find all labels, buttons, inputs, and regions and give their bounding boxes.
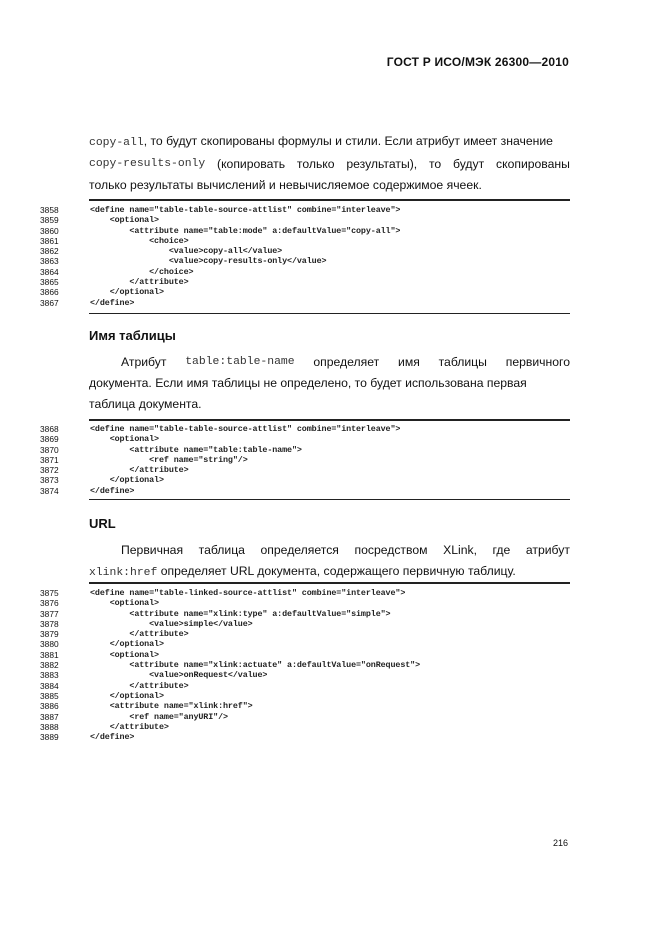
- code-text: <optional>: [90, 598, 159, 609]
- line-number: 3885: [40, 690, 59, 701]
- line-number: 3859: [40, 215, 59, 226]
- code-line: [40, 465, 570, 475]
- code-text: </optional>: [90, 287, 164, 298]
- line-number: 3873: [40, 475, 59, 486]
- line-number: 3869: [40, 434, 59, 445]
- code-block-1: [40, 205, 570, 308]
- section1-line-3: таблица документа.: [89, 397, 202, 411]
- line-number: 3870: [40, 444, 59, 455]
- code-text: <define name="table-table-source-attlist" combine="interleave">: [90, 424, 401, 434]
- word: определяет: [313, 355, 380, 369]
- code-line: [40, 287, 570, 297]
- code-line: [40, 691, 570, 701]
- word: таблицы: [438, 355, 487, 369]
- line-number: 3872: [40, 465, 59, 476]
- code-line: [40, 298, 570, 308]
- line-number: 3882: [40, 660, 59, 671]
- code-line: [40, 701, 570, 711]
- code-line: [40, 722, 570, 732]
- word: где: [492, 543, 511, 557]
- page-header: ГОСТ Р ИСО/МЭК 26300—2010: [386, 55, 569, 69]
- code-text: </optional>: [90, 690, 164, 701]
- word: таблица: [198, 543, 245, 557]
- code-line: [40, 267, 570, 277]
- intro-line-2: [89, 154, 570, 175]
- line-number: 3877: [40, 608, 59, 619]
- word: первичного: [505, 355, 570, 369]
- code-xlink-href: xlink:href: [89, 567, 158, 579]
- code-text: <attribute name="xlink:type" a:defaultValue="simple">: [90, 608, 391, 619]
- code-line: [40, 639, 570, 649]
- code-text: </attribute>: [90, 465, 189, 476]
- word: (копировать: [217, 157, 286, 171]
- code-block-2-bottom-rule: [89, 499, 570, 500]
- section1-line-1: [89, 352, 570, 373]
- code-line: [40, 588, 570, 598]
- code-line: [40, 732, 570, 742]
- line-number: 3879: [40, 629, 59, 640]
- code-line: [40, 629, 570, 639]
- code-line: [40, 660, 570, 670]
- word: скопированы: [496, 157, 570, 171]
- code-text: <value>copy-results-only</value>: [90, 256, 327, 267]
- line-number: 3887: [40, 711, 59, 722]
- line-number: 3860: [40, 225, 59, 236]
- code-text: <value>simple</value>: [90, 618, 253, 629]
- word: только: [296, 157, 335, 171]
- code-line: [40, 205, 570, 215]
- code-text: </attribute>: [90, 721, 169, 732]
- line-number: 3880: [40, 639, 59, 650]
- code-text: <attribute name="table:table-name">: [90, 444, 302, 455]
- code-line: [40, 236, 570, 246]
- word: результаты),: [346, 157, 418, 171]
- intro-line-1-text: , то будут скопированы формулы и стили. Если атрибут имеет значение: [143, 134, 553, 148]
- line-number: 3863: [40, 256, 59, 267]
- code-text: </optional>: [90, 475, 164, 486]
- code-text: <attribute name="xlink:href">: [90, 701, 253, 712]
- code-line: [40, 424, 570, 434]
- code-line: [40, 455, 570, 465]
- section2-line-2: [89, 561, 570, 584]
- line-number: 3883: [40, 670, 59, 681]
- code-block-2: [40, 424, 570, 496]
- word: Первичная: [121, 543, 184, 557]
- code-line: [40, 712, 570, 722]
- line-number: 3878: [40, 618, 59, 629]
- code-line: [40, 475, 570, 485]
- code-line: [40, 681, 570, 691]
- code-text: <ref name="anyURI"/>: [90, 711, 228, 722]
- code-text: </optional>: [90, 639, 164, 650]
- line-number: 3858: [40, 205, 59, 215]
- section-heading-url: URL: [89, 516, 116, 531]
- section2-paragraph: [89, 540, 570, 584]
- line-number: 3874: [40, 485, 59, 496]
- word: определяется: [260, 543, 339, 557]
- code-line: [40, 609, 570, 619]
- line-number: 3867: [40, 297, 59, 308]
- code-line: [40, 256, 570, 266]
- code-text: <attribute name="xlink:actuate" a:defaultValue="onRequest">: [90, 660, 421, 671]
- code-line: [40, 670, 570, 680]
- code-text: <define name="table-linked-source-attlist" combine="interleave">: [90, 588, 406, 598]
- line-number: 3861: [40, 235, 59, 246]
- section1-paragraph: [89, 352, 570, 415]
- intro-line-3: только результаты вычислений и невычисляемое содержимое ячеек.: [89, 178, 482, 192]
- line-number: 3868: [40, 424, 59, 434]
- code-text: </choice>: [90, 266, 194, 277]
- code-text: <ref name="string"/>: [90, 454, 248, 465]
- line-number: 3876: [40, 598, 59, 609]
- code-block-3-top-rule: [89, 582, 570, 584]
- word: то: [428, 157, 442, 171]
- code-text: <attribute name="table:mode" a:defaultValue="copy-all">: [90, 225, 401, 236]
- line-number: 3886: [40, 701, 59, 712]
- code-line: [40, 445, 570, 455]
- code-line: [40, 486, 570, 496]
- code-text: <define name="table-table-source-attlist" combine="interleave">: [90, 205, 401, 215]
- code-line: [40, 650, 570, 660]
- code-block-1-top-rule: [89, 199, 570, 201]
- code-line: [40, 598, 570, 608]
- code-copy-all: copy-all: [89, 137, 144, 149]
- line-number: 3884: [40, 680, 59, 691]
- section-heading-table-name: Имя таблицы: [89, 328, 176, 343]
- word: имя: [398, 355, 420, 369]
- code-text: </attribute>: [90, 277, 189, 288]
- code-block-1-bottom-rule: [89, 313, 570, 314]
- code-text: <value>onRequest</value>: [90, 670, 268, 681]
- line-number: 3866: [40, 287, 59, 298]
- code-text: <optional>: [90, 649, 159, 660]
- code-text: </attribute>: [90, 629, 189, 640]
- code-text: <choice>: [90, 235, 189, 246]
- code-line: [40, 277, 570, 287]
- line-number: 3862: [40, 246, 59, 257]
- line-number: 3881: [40, 649, 59, 660]
- code-text: </attribute>: [90, 680, 189, 691]
- line-number: 3888: [40, 721, 59, 732]
- line-number: 3871: [40, 454, 59, 465]
- code-line: [40, 434, 570, 444]
- code-text: <value>copy-all</value>: [90, 246, 283, 257]
- line-number: 3864: [40, 266, 59, 277]
- code-block-3: [40, 588, 570, 742]
- line-number: 3865: [40, 277, 59, 288]
- line-number: 3889: [40, 732, 59, 743]
- code-text: </define>: [90, 732, 135, 743]
- code-text: <optional>: [90, 434, 159, 445]
- code-line: [40, 246, 570, 256]
- code-block-2-top-rule: [89, 419, 570, 421]
- word: будут: [453, 157, 485, 171]
- section2-line-2-text: определяет URL документа, содержащего первичную таблицу.: [157, 564, 516, 578]
- intro-line-1: [89, 131, 570, 154]
- code-text: </define>: [90, 297, 135, 308]
- code-line: [40, 215, 570, 225]
- code-line: [40, 619, 570, 629]
- intro-paragraph: [89, 131, 570, 196]
- page-number: 216: [552, 838, 568, 848]
- word: атрибут: [525, 543, 570, 557]
- code-text: <optional>: [90, 215, 159, 226]
- code-text: </define>: [90, 485, 135, 496]
- word: XLink,: [443, 543, 477, 557]
- line-number: 3875: [40, 588, 59, 598]
- code-line: [40, 226, 570, 236]
- word: Атрибут: [121, 355, 167, 369]
- code-table-table-name: table:table-name: [185, 356, 295, 368]
- word: посредством: [354, 543, 428, 557]
- code-copy-results-only: copy-results-only: [89, 158, 206, 170]
- section1-line-2: документа. Если имя таблицы не определено, то будет использована первая: [89, 376, 527, 390]
- section2-line-1: [89, 540, 570, 561]
